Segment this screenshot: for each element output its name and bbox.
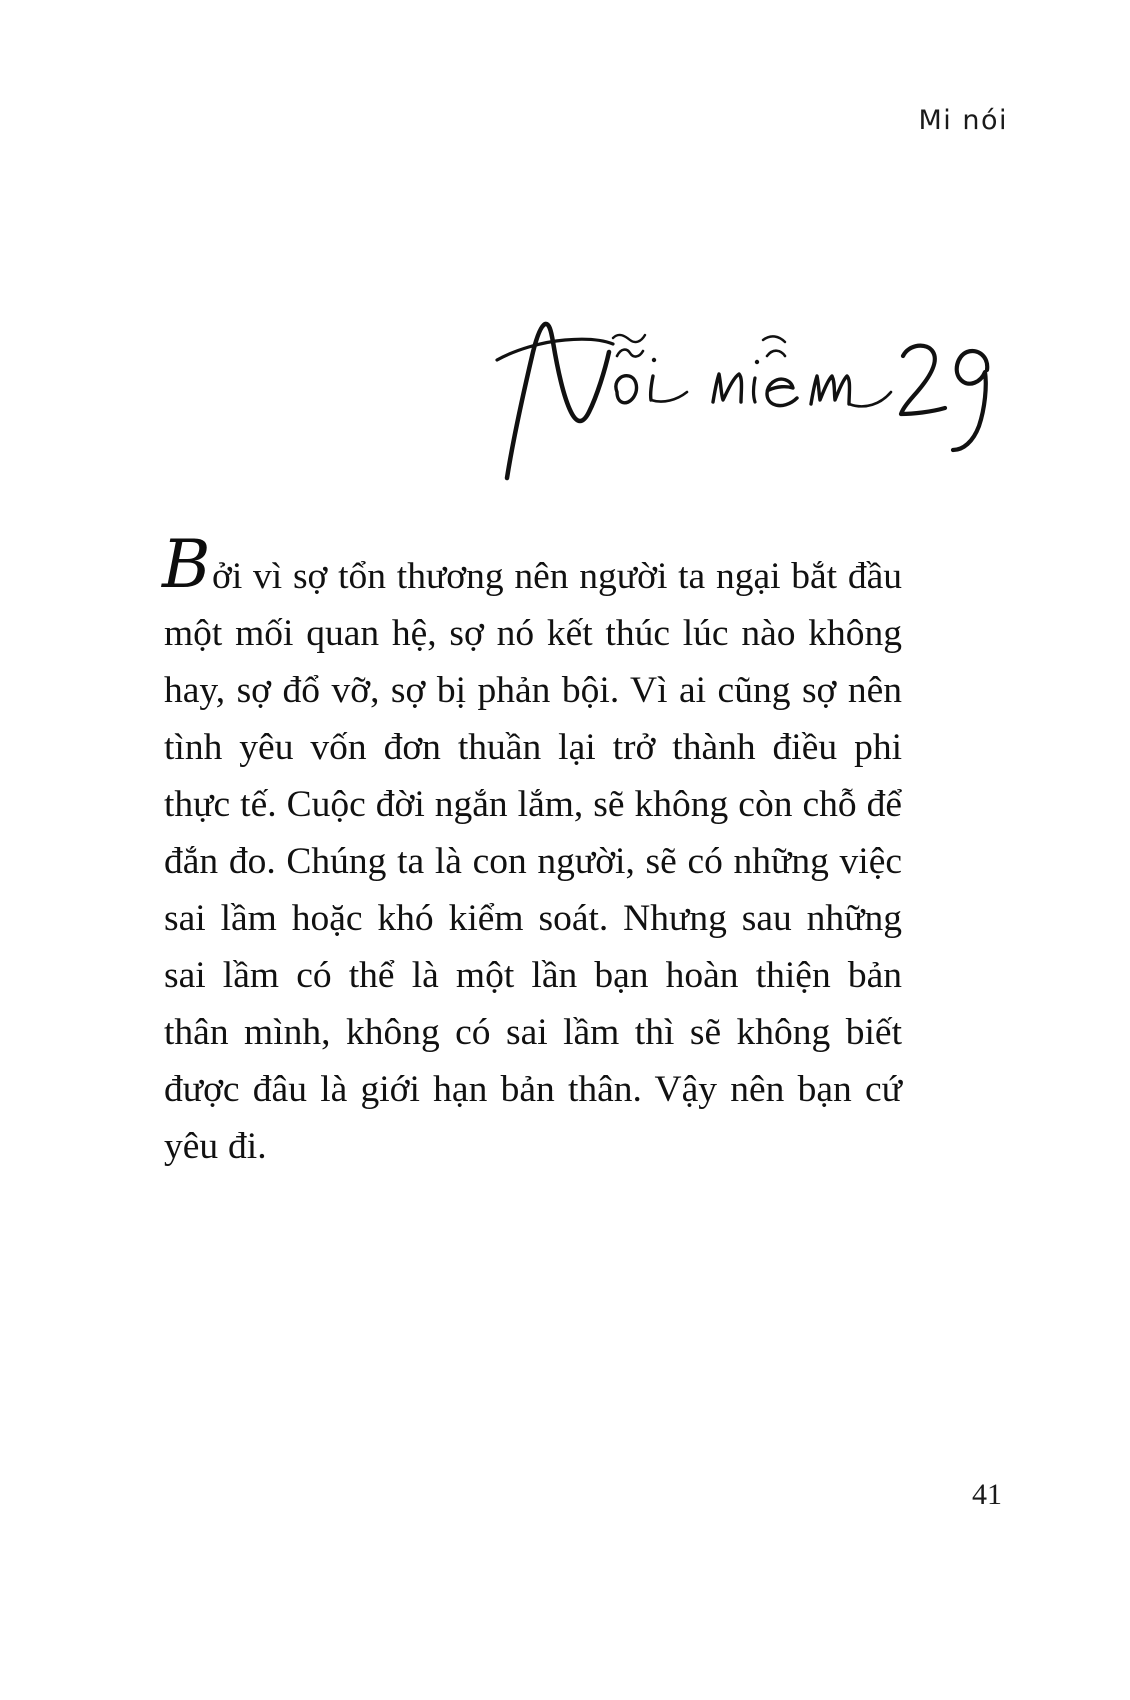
script-heading <box>452 300 1012 500</box>
paragraph <box>162 526 902 1175</box>
dropcap-wrapper <box>162 526 212 603</box>
page-number: 41 <box>972 1478 1002 1511</box>
script-heading-text <box>1012 490 1013 491</box>
script-heading-icon <box>467 300 1012 490</box>
running-head: Mi nói <box>918 105 1008 136</box>
paragraph-body: ởi vì sợ tổn thương nên người ta ngại bắt đầu một mối quan hệ, sợ nó kết thúc lúc nào không hay, sợ đổ vỡ, sợ bị phản bội. Vì ai cũng sợ nên tình yêu vốn đơn thuần lại trở thành điều phi thực tế. Cuộc đời ngắn lắm, sẽ không còn chỗ để đắn đo. Chúng ta là con người, sẽ có những việc sai lầm hoặc khó kiểm soát. Nhưng sau những sai lầm có thể là một lần bạn hoàn thiện bản thân mình, không có sai lầm thì sẽ không biết được đâu là giới hạn bản thân. Vậy nên bạn cứ yêu đi. <box>164 556 902 1167</box>
body-text <box>162 526 902 1175</box>
dropcap: B <box>162 526 210 603</box>
